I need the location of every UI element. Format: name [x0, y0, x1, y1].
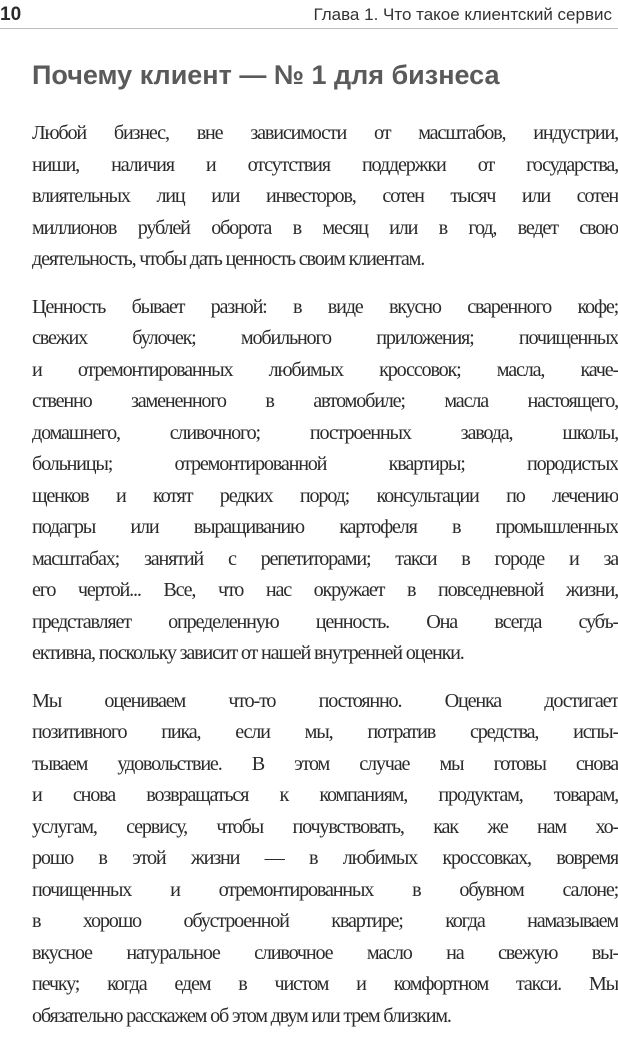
text-line: ственно замененного в автомобиле; масла настоящего, [32, 390, 618, 412]
text-line: миллионов рублей оборота в месяц или в год, ведет свою [32, 216, 618, 239]
chapter-title: Глава 1. Что такое клиентский сервис [313, 5, 612, 24]
text-line: почищенных и отремонтированных в обувном салоне; [32, 878, 618, 901]
text-line: его чертой... Все, что нас окружает в повседневной жизни, [32, 579, 618, 601]
text-line: подагры или выращиванию картофеля в промышленных [32, 516, 618, 538]
text-line: тываем удовольствие. В этом случае мы готовы снова [32, 752, 618, 775]
text-line: влиятельных лиц или инвесторов, сотен тысяч или сотен [32, 185, 618, 207]
text-line: обязательно расскажем об этом двум или трем близким. [32, 1004, 451, 1027]
text-line: услугам, сервису, чтобы почувствовать, как же нам хо- [32, 815, 618, 838]
section-heading: Почему клиент — № 1 для бизнеса [32, 60, 500, 90]
text-line: представляет определенную ценность. Она всегда субъ- [32, 610, 618, 633]
body-text [32, 118, 618, 1048]
text-line: больницы; отремонтированной квартиры; породистых [32, 453, 618, 475]
text-line: свежих булочек; мобильного приложения; почищенных [32, 327, 618, 349]
paragraph [32, 118, 618, 276]
text-line: Любой бизнес, вне зависимости от масштабов, индустрии, [32, 122, 618, 144]
paragraph [32, 292, 618, 670]
text-line: Ценность бывает разной: в виде вкусно сваренного кофе; [32, 295, 618, 318]
text-line: печку; когда едем в чистом и комфортном такси. Мы [32, 973, 618, 995]
text-line: щенков и котят редких пород; консультации по лечению [32, 484, 618, 507]
text-line: рошо в этой жизни — в любимых кроссовках, вовремя [32, 847, 618, 869]
text-line: вкусное натуральное сливочное масло на свежую вы- [32, 941, 618, 964]
text-line: ективна, поскольку зависит от нашей внутренней оценки. [32, 642, 464, 664]
page-number: 10 [0, 4, 22, 25]
header-divider [0, 28, 618, 29]
text-line: и отремонтированных любимых кроссовок; масла, каче- [32, 358, 618, 381]
text-line: Мы оцениваем что-то постоянно. Оценка достигает [32, 689, 618, 712]
running-header [0, 2, 618, 28]
text-line: ниши, наличия и отсутствия поддержки от государства, [32, 153, 618, 176]
text-line: масштабах; занятий с репетиторами; такси в городе и за [32, 547, 618, 570]
text-line: позитивного пика, если мы, потратив средства, испы- [32, 721, 618, 743]
text-line: в хорошо обустроенной квартире; когда намазываем [32, 910, 618, 932]
text-line: домашнего, сливочного; построенных завода, школы, [32, 421, 618, 444]
text-line: и снова возвращаться к компаниям, продуктам, товарам, [32, 784, 618, 806]
paragraph [32, 686, 618, 1033]
text-line: деятельность, чтобы дать ценность своим клиентам. [32, 248, 425, 270]
